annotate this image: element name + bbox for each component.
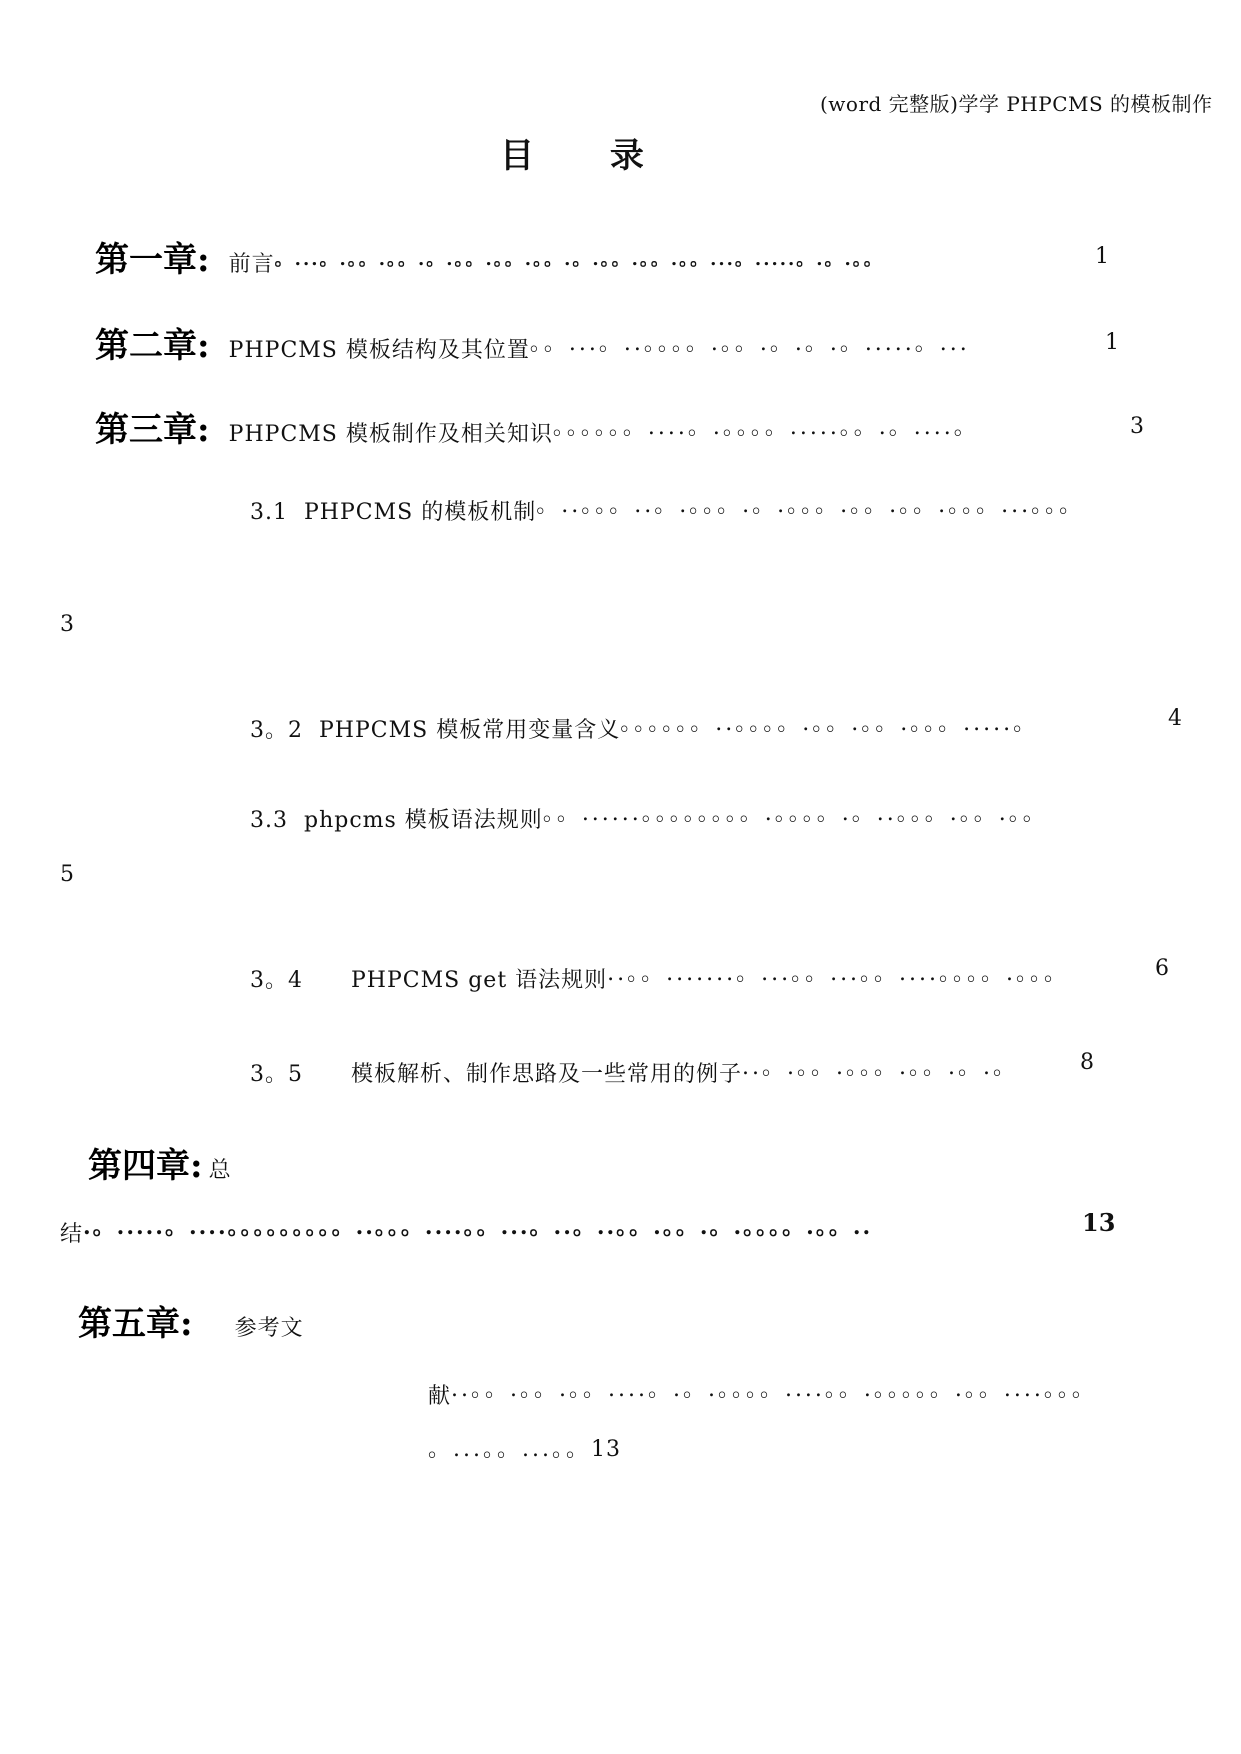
chapter3-text: PHPCMS 模板制作及相关知识 (228, 422, 553, 447)
toc-entry-chapter5[interactable] (78, 1296, 304, 1345)
chapter5-leader-line1: ..。。.。。.。。....。.。.。。。。....。。.。。。。。.。。....。。。 (451, 1377, 1097, 1402)
toc-entry-chapter4[interactable] (88, 1138, 232, 1187)
chapter4-label: 第四章: (88, 1146, 203, 1186)
chapter3-page: 3 (1130, 414, 1144, 439)
chapter2-leader: 。。...。..。。。。.。。.。.。.。.....。... (529, 331, 970, 356)
chapter5-page: 13 (590, 1437, 621, 1462)
section3-3-leader: 。。......。。。。。。。。.。。。。.。..。。。.。。.。。 (542, 801, 1048, 826)
toc-entry-chapter1[interactable] (95, 232, 884, 281)
chapter1-text: 前言 (228, 252, 275, 277)
section3-4-page: 6 (1155, 956, 1169, 981)
chapter2-page: 1 (1105, 330, 1119, 355)
chapter4-leader: .。.....。....。。。。。。。。。..。。。....。。...。..。..。。.。。.。.。。。。.。。.. (83, 1214, 873, 1240)
toc-entry-section3-2[interactable] (250, 706, 1038, 744)
section3-4-leader: ..。。.......。...。。...。。....。。。。.。。。 (607, 961, 1070, 986)
chapter5-text-line2: 献 (428, 1384, 452, 1409)
toc-title: 目 录 (500, 136, 676, 176)
toc-entry-chapter3[interactable] (95, 402, 979, 451)
section3-4-number: 3。4 (250, 968, 303, 993)
section3-1-leader: 。..。。。..。.。。。.。.。。。.。。.。。.。。。...。。。 (536, 493, 1085, 518)
chapter4-page: 13 (1082, 1208, 1116, 1237)
section3-3-text: phpcms 模板语法规则 (304, 808, 543, 833)
chapter3-label: 第三章: (95, 410, 210, 450)
chapter4-text-line2: 结 (60, 1222, 84, 1247)
toc-entry-section3-3[interactable] (250, 796, 1048, 834)
chapter5-leader-line2: 。...。。...。。 (428, 1437, 591, 1462)
chapter5-line2 (428, 1372, 1097, 1410)
section3-5-leader: ..。.。。.。。。.。。.。.。 (742, 1055, 1018, 1080)
section3-2-page: 4 (1168, 706, 1182, 731)
toc-entry-section3-1[interactable] (250, 488, 1084, 526)
chapter1-page: 1 (1095, 244, 1109, 269)
section3-5-number: 3。5 (250, 1062, 303, 1087)
chapter2-text: PHPCMS 模板结构及其位置 (228, 338, 530, 363)
toc-entry-section3-5[interactable] (250, 1050, 1018, 1088)
section3-1-text: PHPCMS 的模板机制 (304, 500, 537, 525)
chapter5-label: 第五章: (78, 1304, 193, 1344)
chapter3-leader: 。。。。。。....。.。。。。.....。。.。....。 (552, 415, 979, 440)
section3-4-text: PHPCMS get 语法规则 (351, 968, 608, 993)
section3-1-page: 3 (60, 612, 74, 637)
chapter4-line2 (60, 1210, 872, 1248)
chapter1-leader: 。...。.。。.。。.。.。。.。。.。。.。.。。.。。.。。...。.....。.。.。。 (274, 249, 884, 270)
section3-2-text: PHPCMS 模板常用变量含义 (319, 718, 621, 743)
section3-2-leader: 。。。。。。..。。。。.。。.。。.。。。.....。 (620, 711, 1039, 736)
section3-5-page: 8 (1080, 1050, 1094, 1075)
chapter5-text-line1: 参考文 (234, 1316, 304, 1341)
toc-entry-chapter2[interactable] (95, 318, 970, 367)
running-header: (word 完整版)学学 PHPCMS 的模板制作 (820, 92, 1213, 116)
chapter1-label: 第一章: (95, 240, 210, 280)
section3-2-number: 3。2 (250, 718, 303, 743)
chapter2-label: 第二章: (95, 326, 210, 366)
section3-3-page: 5 (60, 862, 74, 887)
section3-5-text: 模板解析、制作思路及一些常用的例子 (351, 1062, 743, 1087)
chapter5-line3 (428, 1432, 621, 1463)
toc-entry-section3-4[interactable] (250, 956, 1069, 994)
section3-3-number: 3.3 (250, 808, 288, 833)
chapter4-text-line1: 总 (208, 1158, 232, 1183)
section3-1-number: 3.1 (250, 500, 288, 525)
